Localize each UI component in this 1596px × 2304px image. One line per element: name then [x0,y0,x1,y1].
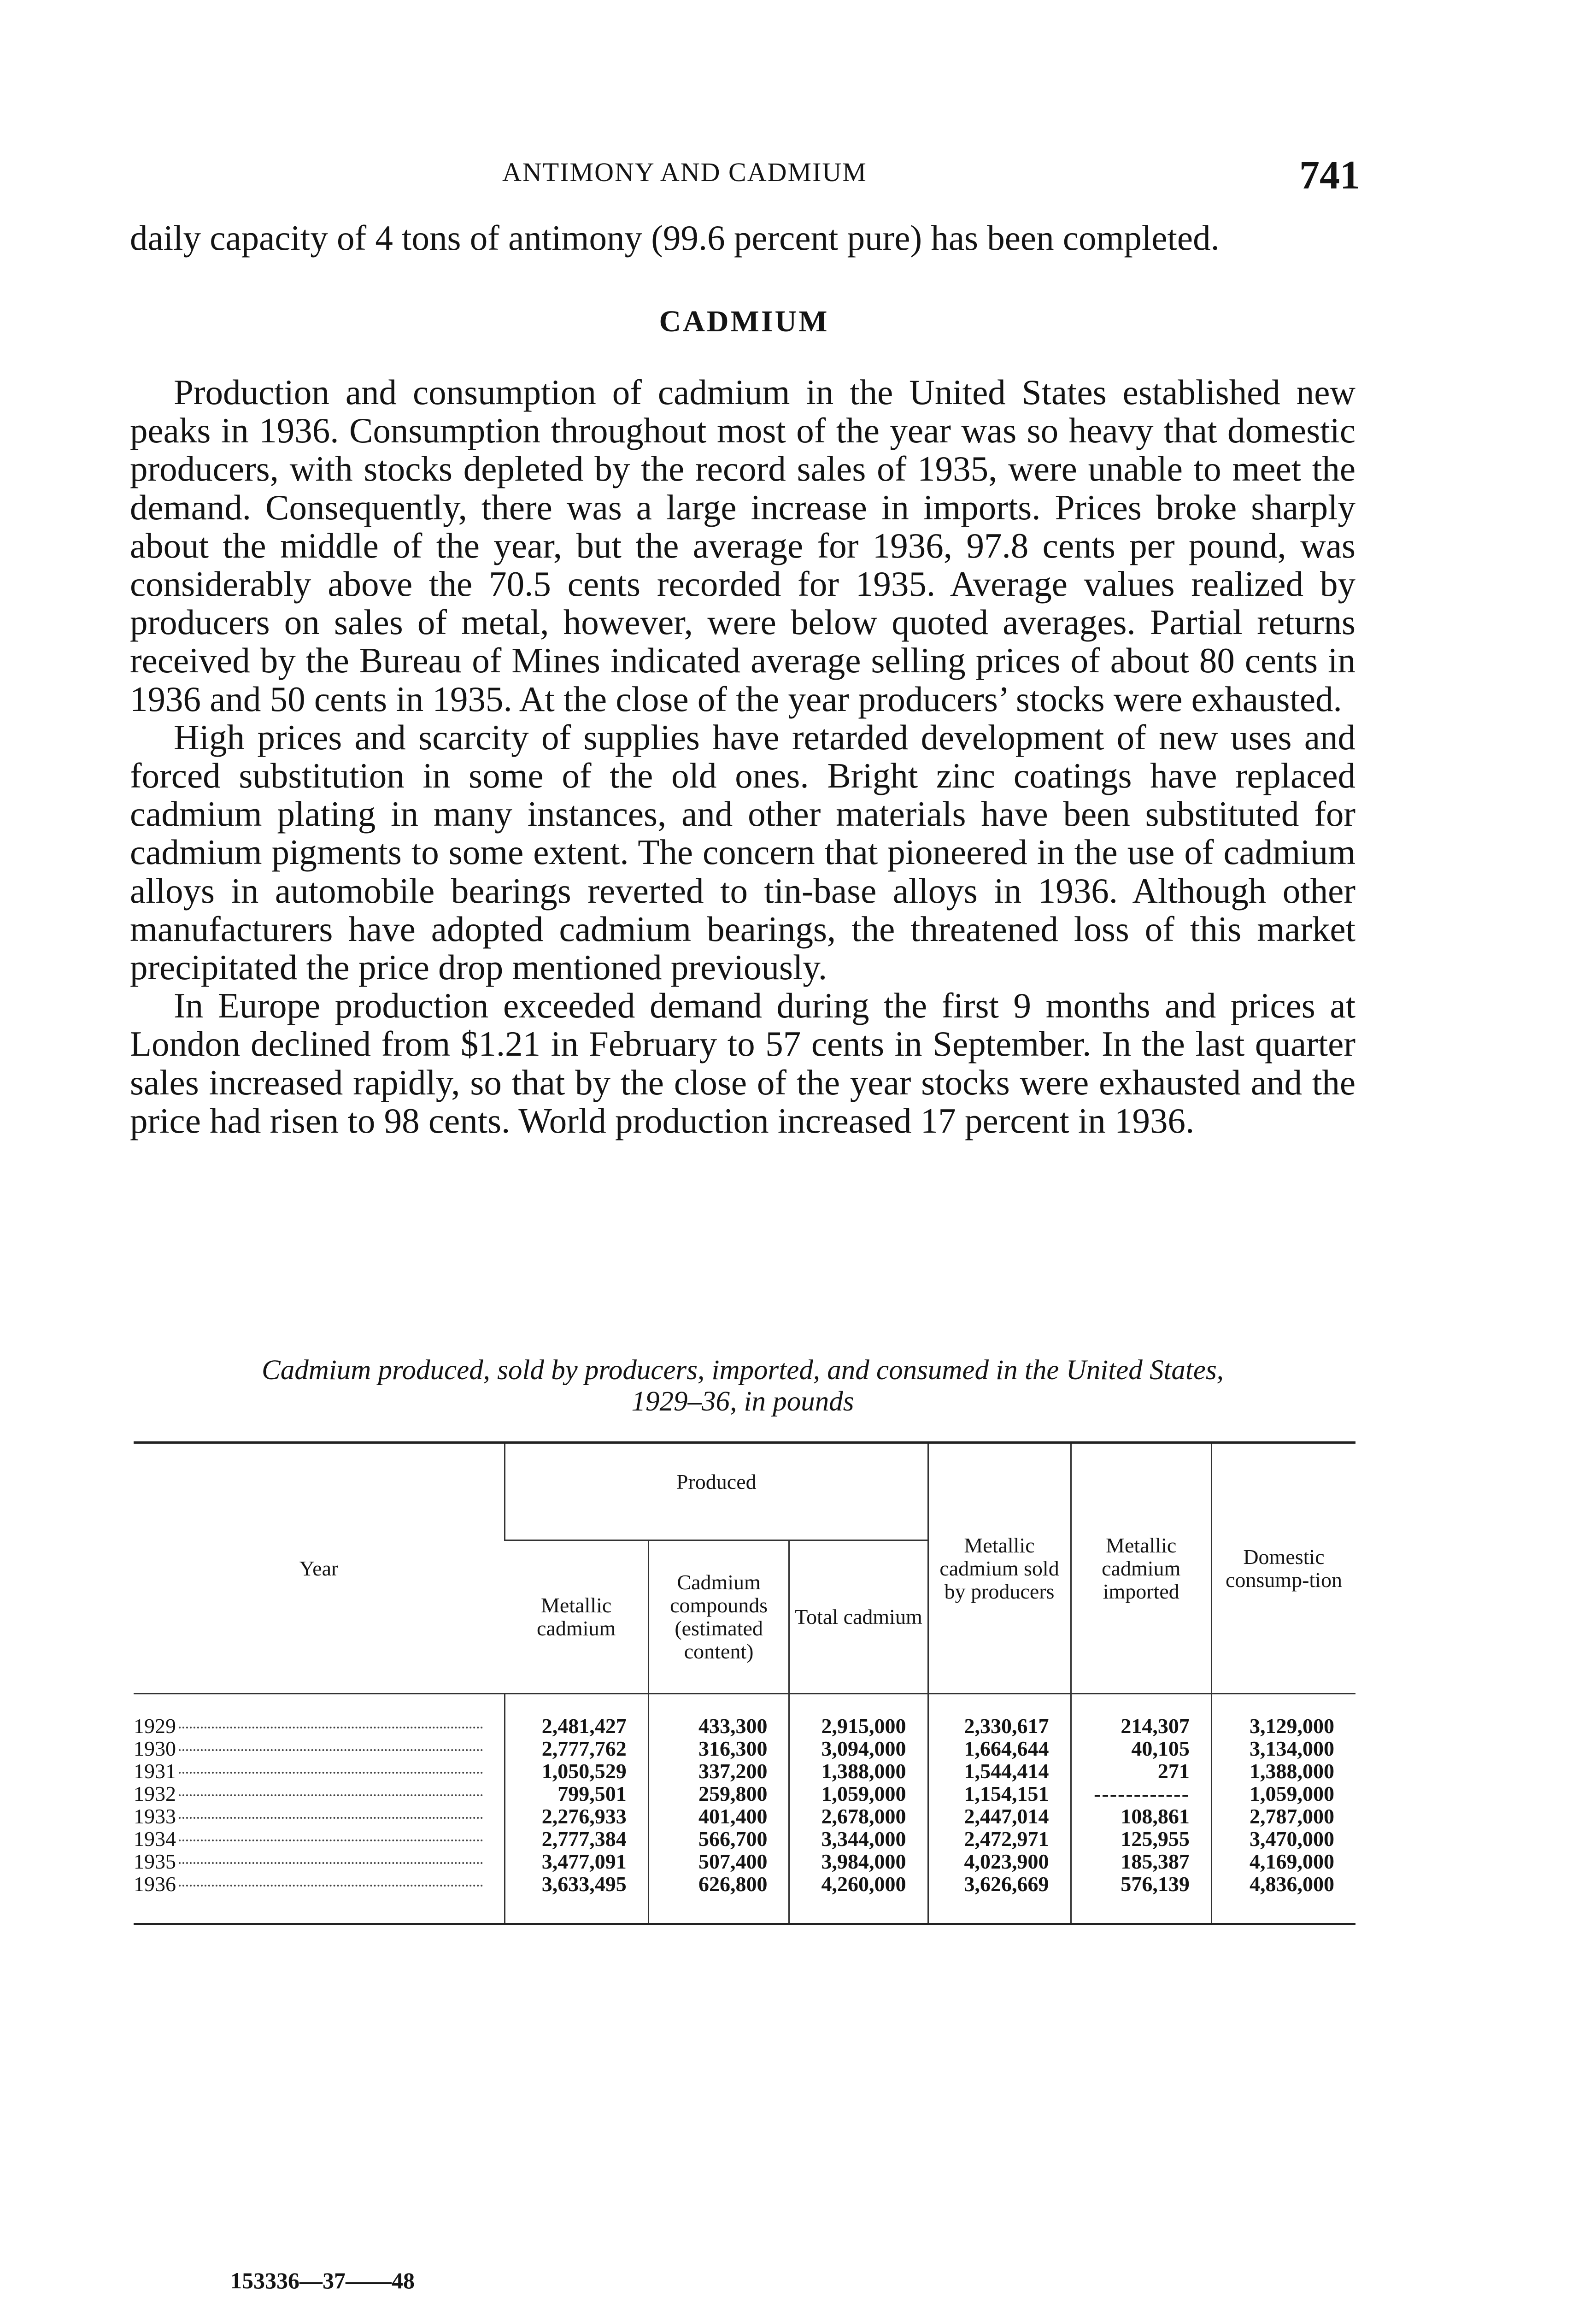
cell-compounds: 316,300 [648,1737,789,1760]
row-year: 1933 [134,1804,176,1828]
cadmium-table [134,1441,1355,1925]
section-heading: CADMIUM [659,305,829,338]
table-caption-line: 1929–36, in pounds [631,1386,854,1417]
cell-metallic: 2,777,762 [505,1737,649,1760]
row-year: 1932 [134,1782,176,1805]
cell-imported: 214,307 [1071,1694,1211,1738]
cell-sold: 1,154,151 [928,1782,1071,1805]
header-cadmium-compounds: Cadmium compounds (estimated content) [648,1540,789,1694]
cell-consumption: 3,134,000 [1211,1737,1355,1760]
header-sold-by-producers: Metallic cadmium sold by producers [928,1443,1071,1694]
section-body [130,373,1355,1140]
cell-total: 3,984,000 [789,1850,928,1873]
cell-total: 3,094,000 [789,1737,928,1760]
cell-sold: 2,472,971 [928,1828,1071,1850]
table-row [134,1873,1355,1924]
cell-compounds: 337,200 [648,1760,789,1782]
header-year: Year [134,1443,505,1694]
cell-consumption: 3,129,000 [1211,1694,1355,1738]
cell-metallic: 3,477,091 [505,1850,649,1873]
cell-total: 2,915,000 [789,1694,928,1738]
leader-dots [179,1794,483,1796]
cell-consumption: 2,787,000 [1211,1805,1355,1828]
header-metallic-cadmium: Metallic cadmium [505,1540,649,1694]
cell-consumption: 3,470,000 [1211,1828,1355,1850]
printer-code: 153336—37——48 [230,2268,415,2293]
leader-dots [179,1885,483,1887]
row-year: 1930 [134,1737,176,1760]
leader-dots [179,1727,483,1728]
leader-dots [179,1817,483,1819]
cell-imported: 40,105 [1071,1737,1211,1760]
row-year: 1934 [134,1827,176,1851]
cell-sold: 3,626,669 [928,1873,1071,1924]
header-produced: Produced [505,1443,928,1540]
cell-total: 1,388,000 [789,1760,928,1782]
page-header [0,152,1596,203]
header-total-cadmium: Total cadmium [789,1540,928,1694]
paragraph: High prices and scarcity of supplies have retarded development of new uses and forced substitution in some of the old ones. Bright zinc coatings have replaced cadmium plating in many instances, and other materials have been substituted for cadmium pigments to some extent. The concern that pioneered in the use of cadmium alloys in automobile bearings reverted to tin-base alloys in 1936. Although other manufacturers have adopted cadmium bearings, the threatened loss of this market precipitated the price drop mentioned previously. [130,717,1355,987]
cell-sold: 1,544,414 [928,1760,1071,1782]
cell-compounds: 507,400 [648,1850,789,1873]
cell-imported: 125,955 [1071,1828,1211,1850]
cell-metallic: 799,501 [505,1782,649,1805]
cell-total: 4,260,000 [789,1873,928,1924]
table-row [134,1760,1355,1782]
cell-compounds: 259,800 [648,1782,789,1805]
cell-imported: ------------ [1071,1782,1211,1805]
paragraph: Production and consumption of cadmium in the United States established new peaks in 1936. Consumption throughout most of the year was so heavy that domestic producers, with stocks depleted by the record sales of 1935, were unable to meet the demand. Consequently, there was a large increase in imports. Prices broke sharply about the middle of the year, but the average for 1936, 97.8 cents per pound, was considerably above the 70.5 cents recorded for 1935. Average values realized by producers on sales of metal, however, were below quoted averages. Partial returns received by the Bureau of Mines indicated average selling prices of about 80 cents in 1936 and 50 cents in 1935. At the close of the year producers’ stocks were exhausted. [130,372,1355,719]
row-year: 1935 [134,1850,176,1873]
leader-dots [179,1862,483,1864]
leader-dots [179,1840,483,1841]
cell-metallic: 3,633,495 [505,1873,649,1924]
cell-total: 3,344,000 [789,1828,928,1850]
cell-compounds: 566,700 [648,1828,789,1850]
header-imported: Metallic cadmium imported [1071,1443,1211,1694]
cell-metallic: 2,481,427 [505,1694,649,1738]
cell-metallic: 2,276,933 [505,1805,649,1828]
cell-total: 2,678,000 [789,1805,928,1828]
table-row [134,1850,1355,1873]
row-year: 1931 [134,1759,176,1783]
leader-dots [179,1749,483,1751]
cell-metallic: 1,050,529 [505,1760,649,1782]
table-caption-line: Cadmium produced, sold by producers, imported, and consumed in the United States, [262,1355,1224,1386]
cell-consumption: 1,059,000 [1211,1782,1355,1805]
running-head: ANTIMONY AND CADMIUM [502,157,867,187]
cell-compounds: 433,300 [648,1694,789,1738]
cell-consumption: 4,836,000 [1211,1873,1355,1924]
cell-sold: 4,023,900 [928,1850,1071,1873]
table-row [134,1694,1355,1738]
paragraph: In Europe production exceeded demand during the first 9 months and prices at London declined from $1.21 in February to 57 cents in September. In the last quarter sales increased rapidly, so that by the close of the year stocks were exhausted and the price had risen to 98 cents. World production increased 17 percent in 1936. [130,986,1355,1140]
cell-compounds: 626,800 [648,1873,789,1924]
cell-consumption: 1,388,000 [1211,1760,1355,1782]
table-row [134,1805,1355,1828]
table-caption [130,1355,1355,1417]
row-year: 1929 [134,1714,176,1738]
header-consumption: Domestic consump-tion [1211,1443,1355,1694]
table-row [134,1828,1355,1850]
cell-imported: 576,139 [1071,1873,1211,1924]
cell-sold: 2,447,014 [928,1805,1071,1828]
cell-imported: 185,387 [1071,1850,1211,1873]
leader-dots [179,1772,483,1774]
cell-imported: 108,861 [1071,1805,1211,1828]
table-row [134,1737,1355,1760]
intro-text: daily capacity of 4 tons of antimony (99.6 percent pure) has been completed. [130,218,1220,258]
table-row [134,1782,1355,1805]
cell-metallic: 2,777,384 [505,1828,649,1850]
page-number: 741 [1299,153,1360,198]
cell-imported: 271 [1071,1760,1211,1782]
row-year: 1936 [134,1872,176,1896]
cell-compounds: 401,400 [648,1805,789,1828]
data-table-wrapper [134,1441,1355,1925]
cell-sold: 1,664,644 [928,1737,1071,1760]
cell-total: 1,059,000 [789,1782,928,1805]
cell-sold: 2,330,617 [928,1694,1071,1738]
continued-paragraph [130,219,1355,257]
cell-consumption: 4,169,000 [1211,1850,1355,1873]
